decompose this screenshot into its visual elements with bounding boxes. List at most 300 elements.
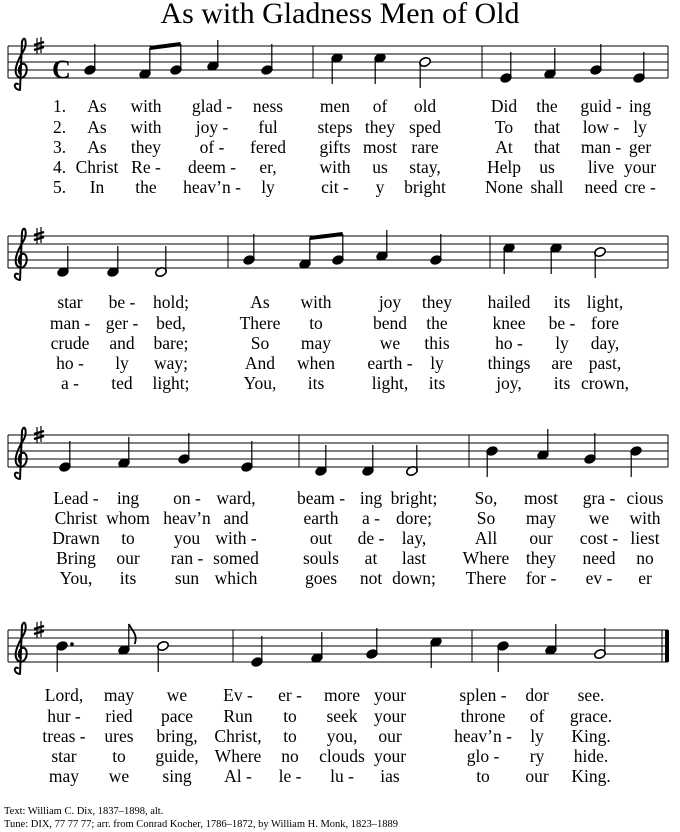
lyric-line xyxy=(0,568,680,588)
lyric-syllable: Ev - xyxy=(223,685,253,705)
lyric-syllable: Help xyxy=(486,157,522,177)
lyric-syllable: Christ, xyxy=(214,726,262,746)
lyric-syllable: need xyxy=(582,548,616,568)
lyric-syllable: that xyxy=(533,137,561,157)
lyric-syllable: we xyxy=(379,333,401,353)
lyric-syllable: earth - xyxy=(367,353,413,373)
lyric-syllable: souls xyxy=(303,548,339,568)
lyric-syllable: most xyxy=(523,488,559,508)
note xyxy=(497,640,510,672)
lyric-syllable: us xyxy=(539,157,555,177)
lyric-syllable: throne xyxy=(460,706,506,726)
lyric-syllable: er, xyxy=(259,157,277,177)
lyric-syllable: earth xyxy=(303,508,339,528)
note-beam xyxy=(310,234,343,238)
lyric-syllable: pace xyxy=(160,706,194,726)
note xyxy=(545,624,558,656)
lyric-syllable: with xyxy=(130,117,162,137)
note xyxy=(59,441,72,473)
lyric-syllable: ly xyxy=(261,177,275,197)
lyric-line xyxy=(0,685,680,705)
lyric-line xyxy=(0,292,680,312)
note xyxy=(419,56,432,88)
staff-2 xyxy=(0,224,680,294)
lyric-syllable: lay, xyxy=(401,528,427,548)
lyric-syllable: Bring xyxy=(56,548,96,568)
lyric-syllable: ly xyxy=(430,353,444,373)
lyric-syllable: our xyxy=(525,766,549,786)
lyric-syllable: on - xyxy=(173,488,201,508)
lyric-syllable: Christ xyxy=(75,157,119,177)
note xyxy=(170,44,183,76)
lyric-syllable: So, xyxy=(474,488,498,508)
lyric-syllable: ing xyxy=(628,96,652,116)
lyric-syllable: our xyxy=(529,528,553,548)
lyric-syllable: of xyxy=(372,96,388,116)
lyric-syllable: man - xyxy=(49,313,91,333)
lyric-syllable: gifts xyxy=(319,137,351,157)
note xyxy=(243,234,256,266)
lyric-syllable: cious xyxy=(626,488,664,508)
note xyxy=(594,246,607,278)
lyric-line xyxy=(0,726,680,746)
lyric-syllable: no xyxy=(281,746,299,766)
lyric-syllable: the xyxy=(536,96,558,116)
lyric-syllable: dor xyxy=(525,685,549,705)
lyric-syllable: this xyxy=(424,333,450,353)
lyric-syllable: man - xyxy=(580,137,622,157)
lyric-line xyxy=(0,766,680,786)
lyric-syllable: star xyxy=(51,746,77,766)
note xyxy=(362,445,375,477)
note xyxy=(311,632,324,664)
lyric-syllable: bed, xyxy=(156,313,186,333)
lyric-syllable: Where xyxy=(462,548,510,568)
verse-number: 1. xyxy=(53,96,67,116)
lyric-syllable: ias xyxy=(380,766,400,786)
lyric-syllable: joy - xyxy=(195,117,229,137)
lyric-syllable: light, xyxy=(371,373,409,393)
lyric-syllable: its xyxy=(553,292,571,312)
lyric-syllable: ly xyxy=(530,726,544,746)
sharp-bar xyxy=(34,47,44,50)
lyric-syllable: bright; xyxy=(390,488,438,508)
lyric-syllable: they xyxy=(421,292,453,312)
note xyxy=(299,238,312,270)
lyric-syllable: to xyxy=(283,726,297,746)
lyric-line xyxy=(0,333,680,353)
final-barline xyxy=(665,630,669,662)
lyric-syllable: ness xyxy=(252,96,284,116)
lyric-syllable: steps xyxy=(317,117,353,137)
note xyxy=(550,242,563,274)
hymn-title: As with Gladness Men of Old xyxy=(160,0,520,30)
lyric-syllable: our xyxy=(378,726,402,746)
note-flag xyxy=(129,624,136,644)
lyric-syllable: no xyxy=(636,548,654,568)
note xyxy=(430,234,443,266)
lyric-syllable: low - xyxy=(582,117,620,137)
lyric-syllable: cre - xyxy=(624,177,656,197)
lyric-syllable: we xyxy=(108,766,130,786)
lyric-syllable: Re - xyxy=(131,157,161,177)
lyric-syllable: with xyxy=(300,292,332,312)
verse-number: 5. xyxy=(53,177,67,197)
note xyxy=(486,445,499,477)
lyric-syllable: stay, xyxy=(409,157,441,177)
lyric-line xyxy=(0,117,680,137)
lyric-syllable: Where xyxy=(214,746,262,766)
lyric-syllable: sped xyxy=(408,117,442,137)
lyric-syllable: men xyxy=(319,96,351,116)
lyric-syllable: out xyxy=(309,528,333,548)
lyric-syllable: that xyxy=(533,117,561,137)
note-beam xyxy=(150,44,181,48)
note xyxy=(178,433,191,465)
note xyxy=(331,52,344,84)
lyric-syllable: er - xyxy=(278,685,302,705)
lyric-syllable: heav’n - xyxy=(183,177,241,197)
note xyxy=(118,437,131,469)
music-system-3 xyxy=(0,423,680,493)
lyric-syllable: seek xyxy=(326,706,358,726)
lyric-syllable: at xyxy=(364,548,378,568)
lyric-syllable: goes xyxy=(304,568,338,588)
lyric-syllable: bend xyxy=(372,313,408,333)
note xyxy=(590,44,603,76)
lyric-syllable: your xyxy=(373,746,407,766)
lyric-syllable: need xyxy=(584,177,618,197)
staff-1 xyxy=(0,34,680,104)
note xyxy=(261,44,274,76)
lyric-syllable: fore xyxy=(590,313,620,333)
lyric-syllable: sing xyxy=(162,766,192,786)
lyric-syllable: King. xyxy=(571,766,611,786)
lyric-syllable: they xyxy=(525,548,557,568)
lyric-syllable: ho - xyxy=(56,353,84,373)
lyric-line xyxy=(0,548,680,568)
note xyxy=(594,628,607,660)
lyric-line xyxy=(0,746,680,766)
lyric-syllable: er xyxy=(638,568,652,588)
note xyxy=(584,433,597,465)
lyric-syllable: they xyxy=(364,117,396,137)
note xyxy=(56,640,74,672)
lyric-syllable: ful xyxy=(258,117,278,137)
note xyxy=(544,48,557,80)
text-credit: Text: William C. Dix, 1837–1898, alt. xyxy=(4,806,164,817)
tune-credit: Tune: DIX, 77 77 77; arr. from Conrad Kocher, 1786–1872, by William H. Monk, 1823–1889 xyxy=(4,819,399,830)
sharp-bar xyxy=(34,232,44,235)
note xyxy=(207,40,220,72)
lyric-syllable: way; xyxy=(153,353,189,373)
lyric-syllable: le - xyxy=(278,766,302,786)
lyric-syllable: to xyxy=(476,766,490,786)
lyric-syllable: ran - xyxy=(170,548,204,568)
note xyxy=(332,234,345,266)
lyric-syllable: As xyxy=(250,292,270,312)
lyric-syllable: As xyxy=(87,96,107,116)
lyric-syllable: You, xyxy=(59,568,93,588)
lyric-syllable: hold; xyxy=(153,292,189,312)
lyric-syllable: whom xyxy=(106,508,150,528)
lyric-syllable: Run xyxy=(223,706,253,726)
lyric-syllable: to xyxy=(283,706,297,726)
staff-4 xyxy=(0,618,680,688)
sharp-bar xyxy=(34,431,44,434)
note-dot xyxy=(70,642,74,646)
lyric-syllable: None xyxy=(485,177,523,197)
lyric-syllable: with - xyxy=(215,528,257,548)
lyric-syllable: may xyxy=(48,766,80,786)
lyric-line xyxy=(0,528,680,548)
sharp-bar xyxy=(34,237,44,240)
lyric-syllable: crown, xyxy=(580,373,630,393)
lyric-syllable: ward, xyxy=(216,488,256,508)
verse-number: 2. xyxy=(53,117,67,137)
note xyxy=(315,445,328,477)
lyric-syllable: Al - xyxy=(224,766,252,786)
lyric-syllable: we xyxy=(588,508,610,528)
lyric-syllable: past, xyxy=(588,353,622,373)
lyric-syllable: Christ xyxy=(54,508,98,528)
verse-number: 3. xyxy=(53,137,67,157)
lyric-syllable: most xyxy=(362,137,398,157)
staff-3 xyxy=(0,423,680,493)
lyric-syllable: of - xyxy=(199,137,225,157)
lyric-syllable: heav’n xyxy=(163,508,211,528)
lyric-syllable: de - xyxy=(357,528,385,548)
time-signature: C xyxy=(52,55,71,84)
lyric-syllable: deem - xyxy=(187,157,237,177)
lyric-syllable: ing xyxy=(359,488,383,508)
lyric-syllable: liest xyxy=(630,528,660,548)
lyric-syllable: of xyxy=(529,706,545,726)
lyric-syllable: ted xyxy=(111,373,133,393)
lyric-syllable: and xyxy=(223,508,249,528)
lyric-syllable: may xyxy=(103,685,135,705)
lyric-syllable: glo - xyxy=(466,746,500,766)
lyric-syllable: and xyxy=(109,333,135,353)
lyric-syllable: hur - xyxy=(47,706,81,726)
lyric-syllable: Did xyxy=(490,96,518,116)
lyric-syllable: There xyxy=(239,313,281,333)
lyric-syllable: cit - xyxy=(321,177,349,197)
note xyxy=(406,445,419,477)
lyric-syllable: with xyxy=(319,157,351,177)
lyric-syllable: guid - xyxy=(580,96,622,116)
lyric-syllable: ly xyxy=(633,117,647,137)
music-system-4 xyxy=(0,618,680,688)
lyric-syllable: its xyxy=(428,373,446,393)
lyric-syllable: joy, xyxy=(496,373,522,393)
sharp-bar xyxy=(34,436,44,439)
lyric-syllable: In xyxy=(89,177,105,197)
lyric-syllable: ev - xyxy=(585,568,613,588)
lyric-syllable: As xyxy=(87,137,107,157)
lyric-syllable: are xyxy=(551,353,573,373)
note xyxy=(376,230,389,262)
lyric-syllable: ly xyxy=(555,333,569,353)
lyric-syllable: to xyxy=(112,746,126,766)
lyric-syllable: ly xyxy=(115,353,129,373)
lyric-syllable: light; xyxy=(152,373,190,393)
lyric-syllable: be - xyxy=(548,313,576,333)
lyric-line xyxy=(0,488,680,508)
lyric-syllable: us xyxy=(372,157,388,177)
lyric-syllable: guide, xyxy=(155,746,199,766)
lyric-syllable: with xyxy=(130,96,162,116)
lyric-syllable: when xyxy=(297,353,335,373)
lyric-syllable: a - xyxy=(61,373,79,393)
lyric-syllable: ried xyxy=(105,706,133,726)
lyric-syllable: ing xyxy=(116,488,140,508)
lyric-syllable: your xyxy=(623,157,657,177)
lyric-syllable: the xyxy=(135,177,157,197)
lyric-syllable: bright xyxy=(404,177,446,197)
lyric-syllable: down; xyxy=(392,568,436,588)
lyric-syllable: its xyxy=(119,568,137,588)
lyric-syllable: light, xyxy=(586,292,624,312)
note xyxy=(57,246,70,278)
lyric-syllable: y xyxy=(375,177,385,197)
note xyxy=(241,441,254,473)
lyric-syllable: to xyxy=(309,313,323,333)
note xyxy=(374,52,387,84)
note xyxy=(139,48,152,80)
lyric-syllable: heav’n - xyxy=(454,726,512,746)
lyric-syllable: its xyxy=(553,373,571,393)
lyric-syllable: may xyxy=(300,333,332,353)
lyric-line xyxy=(0,137,680,157)
lyric-syllable: ger - xyxy=(105,313,139,333)
lyric-syllable: To xyxy=(494,117,514,137)
lyric-syllable: As xyxy=(87,117,107,137)
lyric-syllable: a - xyxy=(362,508,380,528)
lyric-syllable: star xyxy=(57,292,83,312)
sharp-bar xyxy=(34,626,44,629)
lyric-syllable: not xyxy=(359,568,383,588)
lyric-syllable: hide. xyxy=(573,746,609,766)
lyric-syllable: hailed xyxy=(487,292,531,312)
lyric-syllable: your xyxy=(373,685,407,705)
lyric-syllable: things xyxy=(487,353,531,373)
lyric-syllable: dore; xyxy=(396,508,432,528)
lyric-syllable: you, xyxy=(326,726,358,746)
note xyxy=(500,52,513,84)
lyric-syllable: And xyxy=(244,353,276,373)
lyric-syllable: bare; xyxy=(153,333,189,353)
lyric-line xyxy=(0,508,680,528)
lyric-syllable: live xyxy=(587,157,615,177)
lyric-syllable: joy xyxy=(378,292,402,312)
lyric-syllable: its xyxy=(307,373,325,393)
note xyxy=(537,429,550,461)
lyric-syllable: splen - xyxy=(459,685,507,705)
lyric-line xyxy=(0,353,680,373)
lyric-syllable: knee xyxy=(492,313,526,333)
lyric-line xyxy=(0,96,680,116)
lyric-syllable: last xyxy=(401,548,427,568)
lyric-syllable: Lord, xyxy=(44,685,84,705)
note xyxy=(155,246,168,278)
note xyxy=(118,624,136,656)
lyric-syllable: rare xyxy=(411,137,439,157)
lyric-syllable: crude xyxy=(50,333,90,353)
lyric-syllable: you xyxy=(173,528,201,548)
lyric-syllable: old xyxy=(413,96,437,116)
lyric-syllable: So xyxy=(250,333,270,353)
lyric-syllable: So xyxy=(476,508,496,528)
lyric-syllable: treas - xyxy=(42,726,86,746)
lyric-syllable: the xyxy=(426,313,448,333)
lyric-syllable: clouds xyxy=(319,746,365,766)
lyric-syllable: glad - xyxy=(191,96,233,116)
lyric-syllable: ry xyxy=(529,746,545,766)
lyric-syllable: be - xyxy=(108,292,136,312)
note xyxy=(503,242,516,274)
lyric-syllable: see. xyxy=(577,685,605,705)
verse-number: 4. xyxy=(53,157,67,177)
lyric-syllable: You, xyxy=(243,373,277,393)
lyric-syllable: sun xyxy=(174,568,200,588)
note xyxy=(630,445,643,477)
lyric-syllable: they xyxy=(130,137,162,157)
note xyxy=(251,636,264,668)
lyric-syllable: At xyxy=(495,137,513,157)
lyric-line xyxy=(0,706,680,726)
note xyxy=(430,636,443,668)
lyric-syllable: may xyxy=(525,508,557,528)
lyric-syllable: All xyxy=(474,528,498,548)
lyric-line xyxy=(0,177,680,197)
lyric-syllable: grace. xyxy=(569,706,613,726)
lyric-syllable: with xyxy=(629,508,661,528)
note xyxy=(157,640,170,672)
lyric-syllable: ures xyxy=(104,726,134,746)
music-system-1 xyxy=(0,34,680,104)
lyric-line xyxy=(0,157,680,177)
lyric-syllable: we xyxy=(166,685,188,705)
lyric-syllable: Drawn xyxy=(52,528,100,548)
lyric-syllable: for - xyxy=(525,568,557,588)
music-system-2 xyxy=(0,224,680,294)
lyric-syllable: bring, xyxy=(156,726,198,746)
sharp-bar xyxy=(34,631,44,634)
lyric-syllable: fered xyxy=(250,137,286,157)
lyric-syllable: shall xyxy=(530,177,564,197)
sharp-bar xyxy=(34,42,44,45)
lyric-syllable: Lead - xyxy=(53,488,99,508)
note xyxy=(84,44,97,76)
lyric-syllable: somed xyxy=(213,548,259,568)
lyric-syllable: more xyxy=(324,685,360,705)
note xyxy=(366,628,379,660)
lyric-syllable: your xyxy=(373,706,407,726)
lyric-syllable: which xyxy=(214,568,258,588)
lyric-syllable: ger xyxy=(628,137,652,157)
lyric-syllable: our xyxy=(116,548,140,568)
lyric-syllable: lu - xyxy=(330,766,354,786)
lyric-syllable: gra - xyxy=(582,488,616,508)
lyric-syllable: King. xyxy=(571,726,611,746)
lyric-syllable: day, xyxy=(590,333,620,353)
lyric-syllable: ho - xyxy=(495,333,523,353)
lyric-syllable: There xyxy=(465,568,507,588)
lyric-line xyxy=(0,313,680,333)
note xyxy=(107,246,120,278)
note xyxy=(633,52,646,84)
